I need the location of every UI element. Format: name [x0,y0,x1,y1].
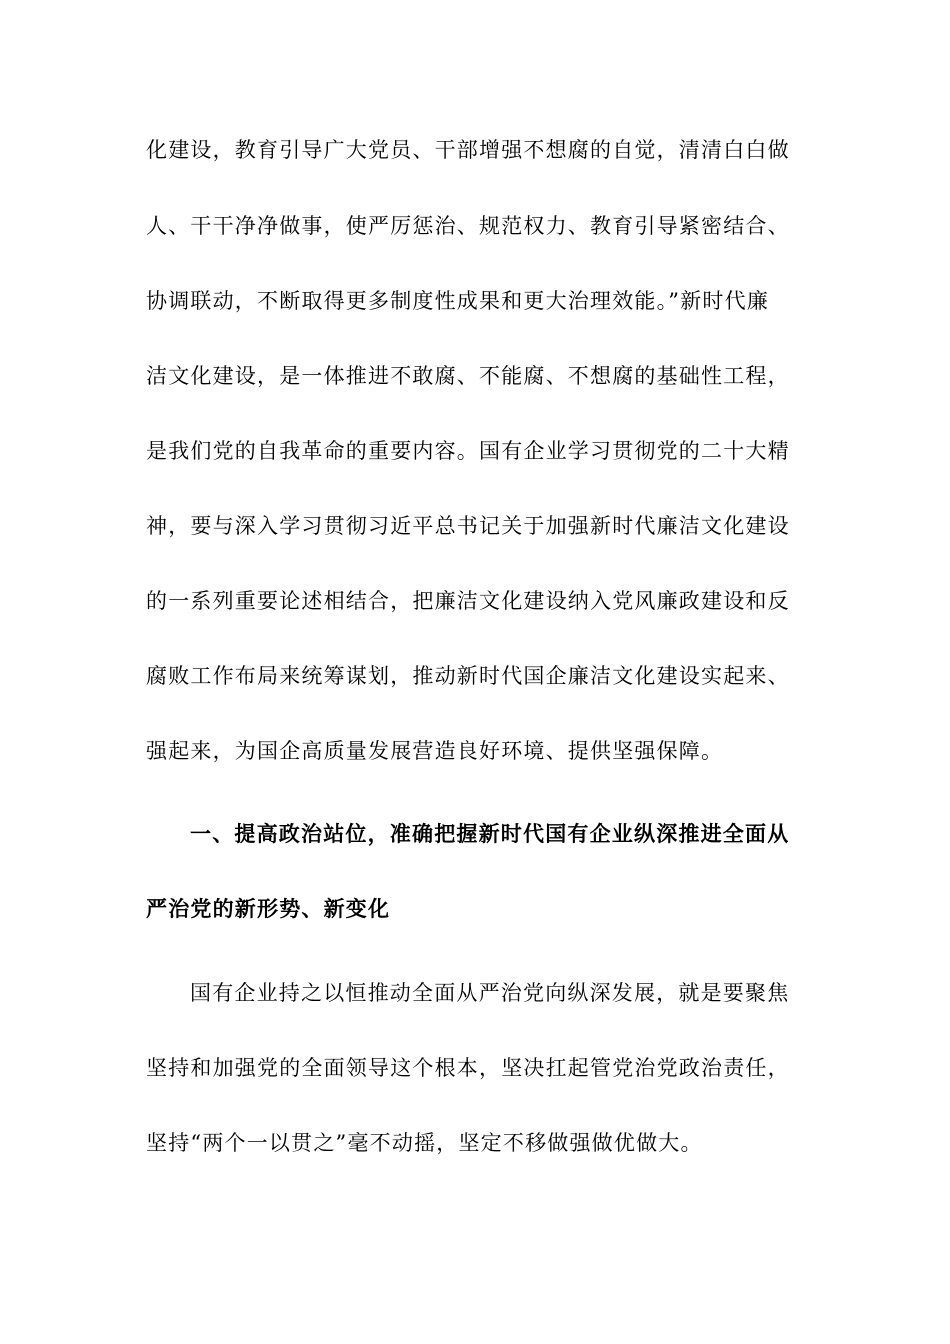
heading-line: 一、提高政治站位，准确把握新时代国有企业纵深推进全面从 [190,821,790,846]
paragraph-line: 腐败工作布局来统筹谋划，推动新时代国企廉洁文化建设实起来、 [146,664,790,688]
paragraph-line: 神，要与深入学习贯彻习近平总书记关于加强新时代廉洁文化建设 [146,514,790,538]
paragraph-line: 人、干干净净做事，使严厉惩治、规范权力、教育引导紧密结合、 [146,214,790,238]
paragraph-line: 强起来，为国企高质量发展营造良好环境、提供坚强保障。 [146,739,724,763]
paragraph-line: 坚持“两个一以贯之”毫不动摇，坚定不移做强做优做大。 [146,1131,703,1155]
paragraph-line: 化建设，教育引导广大党员、干部增强不想腐的自觉，清清白白做 [146,138,790,162]
paragraph-line: 国有企业持之以恒推动全面从严治党向纵深发展，就是要聚焦 [190,981,790,1005]
paragraph-line: 坚持和加强党的全面领导这个根本，坚决扛起管党治党政治责任， [146,1056,790,1080]
paragraph-line: 的一系列重要论述相结合，把廉洁文化建设纳入党风廉政建设和反 [146,589,790,613]
heading-line: 严治党的新形势、新变化 [146,896,391,921]
paragraph-line: 洁文化建设，是一体推进不敢腐、不能腐、不想腐的基础性工程， [146,364,790,388]
paragraph-line: 协调联动，不断取得更多制度性成果和更大治理效能。”新时代廉 [146,289,770,313]
paragraph-line: 是我们党的自我革命的重要内容。国有企业学习贯彻党的二十大精 [146,439,790,463]
